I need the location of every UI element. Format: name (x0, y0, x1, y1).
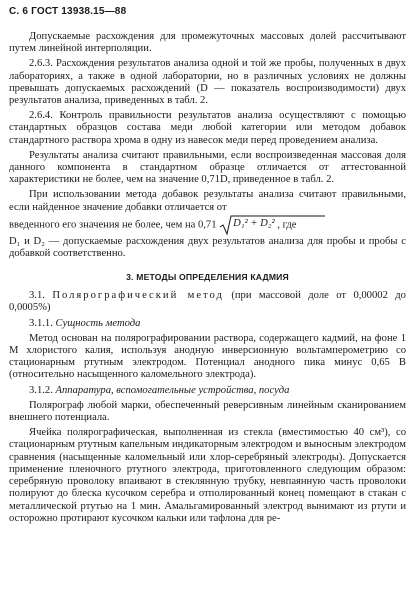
paragraph-results-correct: Результаты анализа считают правильными, если воспроизведенная массовая доля данного компонента в стандартном образце отличается от аттестованной характеристики не более, чем на значение 0,71D, приведенное в табл. 2. (9, 149, 406, 186)
formula-line (9, 214, 406, 236)
sqrt-formula (219, 214, 274, 236)
page-header: С. 6 ГОСТ 13938.15—88 (9, 6, 127, 17)
subsection-3-1-title: Полярографический метод (52, 290, 224, 302)
formula-after: , где (277, 219, 297, 231)
subsection-3-1-range: (при массовой доле от 0,00002 до 0,0005%) (9, 290, 406, 314)
paragraph-2-6-4: 2.6.4. Контроль правильности результатов анализа осуществляют с помощью стандартных образцов состава меди любой категории или методом добавок стандартного раствора хрома в одну из навесок меди перед проведением анализа. (9, 110, 406, 146)
subsection-3-1-1-number: 3.1.1. (29, 317, 53, 329)
subsection-3-1-2-number: 3.1.2. (29, 384, 53, 396)
subsection-3-1 (9, 290, 406, 314)
subsection-3-1-1-title: Сущность метода (55, 317, 141, 329)
subsection-3-1-1 (9, 318, 406, 330)
formula-before: введенного его значения не более, чем на 0,71 (9, 219, 217, 231)
formula-explanation: D₁ и D₂ — допускаемые расхождения двух результатов анализа для пробы и пробы с добавкой соответственно. (9, 235, 406, 260)
subsection-3-1-2-title: Аппаратура, вспомогательные устройства, посуда (55, 384, 290, 396)
formula-radicand: D₁² + D₂² (233, 217, 275, 229)
paragraph-polarographic-cell: Ячейка полярографическая, выполненная из стекла (вместимостью 40 см³), со стационарным ртутным капельным индикаторным электродом и выносным электродом сравнения (насыщенные каломельный или хлор-серебряный электроды). Допускается применение пленочного ртутного электрода, приготовленного следующим образом: серебряную проволоку впаивают в стеклянную трубку, невпаянную часть проволоки полируют до блеска кусочком серебра и отполированный конец помещают в стакан с металлической ртутью на 1 мин. Амальгамированный электрод вынимают из ртути и осторожно протирают кусочком кальки или тафлона для ре- (9, 427, 406, 524)
sqrt-sign-icon (219, 214, 327, 236)
section-title: 3. МЕТОДЫ ОПРЕДЕЛЕНИЯ КАДМИЯ (126, 272, 289, 283)
paragraph-interpolation: Допускаемые расхождения для промежуточных массовых долей рассчитывают путем линейной интерполяции. (9, 31, 406, 55)
paragraph-polarograph: Полярограф любой марки, обеспеченный реверсивным линейным сканированием внешнего потенциала. (9, 399, 406, 424)
paragraph-2-6-3: 2.6.3. Расхождения результатов анализа одной и той же пробы, полученных в двух лабораториях, а также в одной лаборатории, но в различных условиях не должны превышать допускаемых расхождений (D — показатель воспроизводимости) двух результатов анализа, приведенных в табл. 2. (9, 58, 406, 107)
paragraph-method-essence: Метод основан на полярографировании раствора, содержащего кадмий, на фоне 1 М хлористого калия, используя анодную инверсионную вольтамперометрию со стационарным ртутным электродом. Потенциал анодного пика минус 0,65 В (относительно насыщенного каломельного электрода). (9, 332, 406, 381)
subsection-3-1-2 (9, 385, 406, 397)
paragraph-additions-method: При использовании метода добавок результаты анализа считают правильными, если найденное значение добавки отличается от (9, 189, 406, 213)
subsection-3-1-number: 3.1. (29, 290, 45, 302)
